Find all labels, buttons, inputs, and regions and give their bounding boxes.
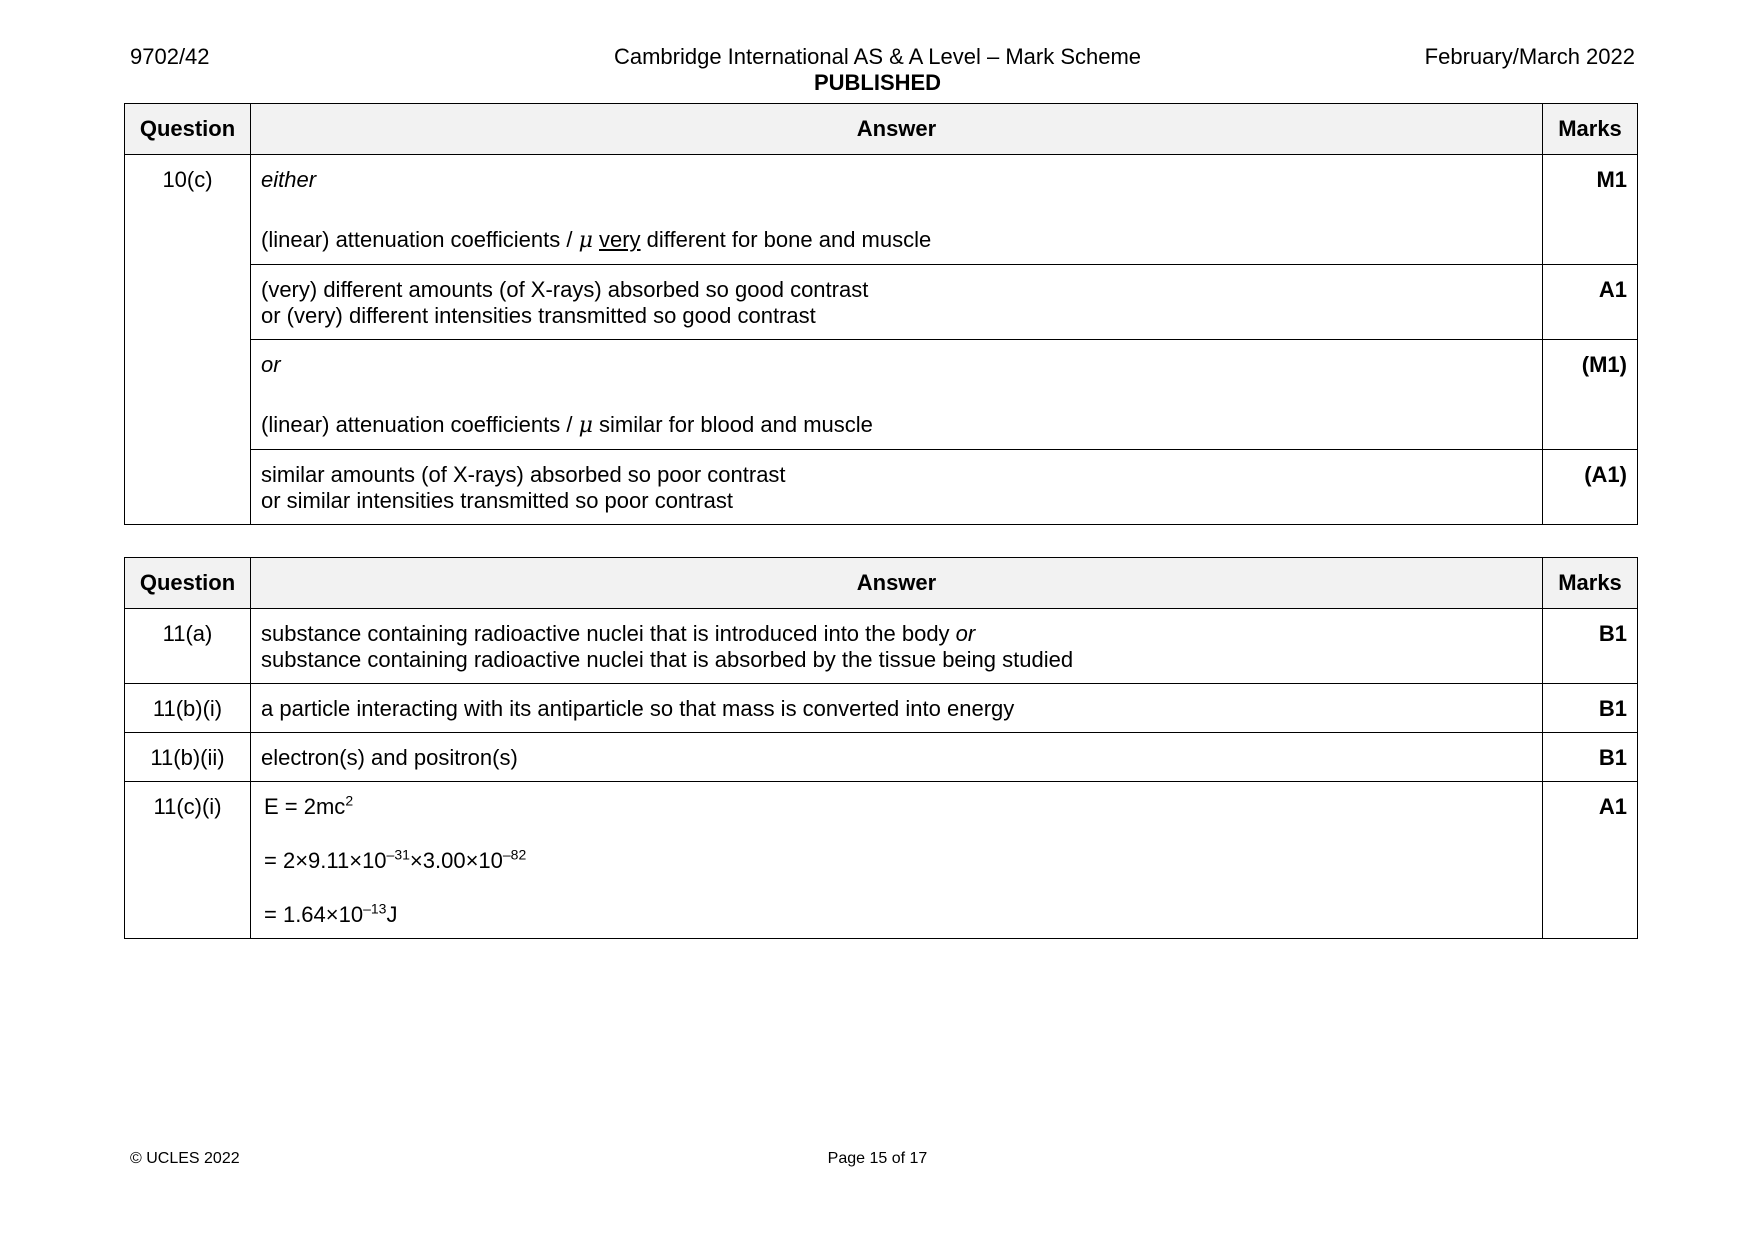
question-number: 11(b)(ii) bbox=[125, 733, 251, 782]
answer-cell bbox=[251, 450, 1543, 525]
question-header: Question bbox=[125, 104, 251, 155]
copyright: © UCLES 2022 bbox=[130, 1150, 240, 1167]
answer-cell bbox=[251, 684, 1543, 733]
table-row bbox=[125, 450, 1638, 525]
table-row bbox=[125, 684, 1638, 733]
or-label: or bbox=[261, 352, 281, 377]
equation-line: = $2\times 9.11\times 10^{-31}\times 3.00\times 10^{-82}$ bbox=[264, 846, 527, 873]
answer-cell bbox=[251, 155, 1543, 265]
mark-cell: B1 bbox=[1543, 684, 1638, 733]
mark-cell: M1 bbox=[1543, 155, 1638, 265]
question-number: 11(c)(i) bbox=[125, 782, 251, 939]
either-label: either bbox=[261, 167, 317, 192]
answer-text: electron(s) and positron(s) bbox=[261, 745, 518, 770]
answer-text: similar amounts (of X-rays) absorbed so poor contrast bbox=[261, 462, 786, 487]
answer-cell bbox=[251, 265, 1543, 340]
page-number: Page 15 of 17 bbox=[827, 1150, 928, 1167]
mark-cell: B1 bbox=[1543, 733, 1638, 782]
mark-scheme-table-10c bbox=[124, 103, 1638, 525]
answer-text: different for bone and muscle bbox=[640, 227, 932, 252]
marks-header: Marks bbox=[1543, 558, 1638, 609]
answer-cell bbox=[251, 340, 1543, 450]
title-text: Cambridge International AS & A Level – Mark Scheme bbox=[613, 44, 1142, 69]
exam-session: February/March 2022 bbox=[1424, 44, 1635, 69]
question-number: 11(b)(i) bbox=[125, 684, 251, 733]
mu-symbol: μ bbox=[578, 228, 593, 253]
question-header: Question bbox=[125, 558, 251, 609]
answer-text: (very) different amounts (of X-rays) absorbed so good contrast bbox=[261, 277, 869, 302]
answer-cell bbox=[251, 782, 1543, 939]
answer-text: substance containing radioactive nuclei that is introduced into the body bbox=[261, 621, 956, 646]
question-number: 11(a) bbox=[125, 609, 251, 684]
mark-cell: A1 bbox=[1543, 265, 1638, 340]
table-row bbox=[125, 155, 1638, 265]
marks-header: Marks bbox=[1543, 104, 1638, 155]
mark-cell: B1 bbox=[1543, 609, 1638, 684]
mu-symbol: μ bbox=[578, 413, 593, 438]
or-label: or bbox=[955, 621, 976, 646]
answer-text: (linear) attenuation coefficients / bbox=[261, 412, 579, 437]
table-row bbox=[125, 265, 1638, 340]
equation-line: $E = 2mc^2$ bbox=[264, 792, 354, 819]
table-header-row bbox=[125, 104, 1638, 155]
underlined-word: very bbox=[599, 227, 641, 252]
answer-text: substance containing radioactive nuclei that is absorbed by the tissue being studied bbox=[261, 647, 1074, 672]
published-label: PUBLISHED bbox=[813, 70, 942, 95]
answer-text: or (very) different intensities transmitted so good contrast bbox=[261, 303, 816, 328]
mark-cell: (A1) bbox=[1543, 450, 1638, 525]
question-number: 10(c) bbox=[125, 155, 251, 525]
answer-cell bbox=[251, 609, 1543, 684]
answer-text: (linear) attenuation coefficients / bbox=[261, 227, 579, 252]
mark-cell: (M1) bbox=[1543, 340, 1638, 450]
answer-text: a particle interacting with its antiparticle so that mass is converted into energy bbox=[261, 696, 1015, 721]
table-row bbox=[125, 340, 1638, 450]
answer-cell bbox=[251, 733, 1543, 782]
table-row bbox=[125, 782, 1638, 939]
table-row bbox=[125, 609, 1638, 684]
equation-line: = $1.64\times 10^{-13}J$ bbox=[264, 900, 398, 927]
table-header-row bbox=[125, 558, 1638, 609]
answer-text: similar for blood and muscle bbox=[592, 412, 873, 437]
answer-header: Answer bbox=[251, 558, 1543, 609]
mark-cell: A1 bbox=[1543, 782, 1638, 939]
answer-header: Answer bbox=[251, 104, 1543, 155]
mark-scheme-table-11 bbox=[124, 557, 1638, 939]
answer-text: or similar intensities transmitted so poor contrast bbox=[261, 488, 733, 513]
table-row bbox=[125, 733, 1638, 782]
paper-code: 9702/42 bbox=[130, 44, 210, 69]
